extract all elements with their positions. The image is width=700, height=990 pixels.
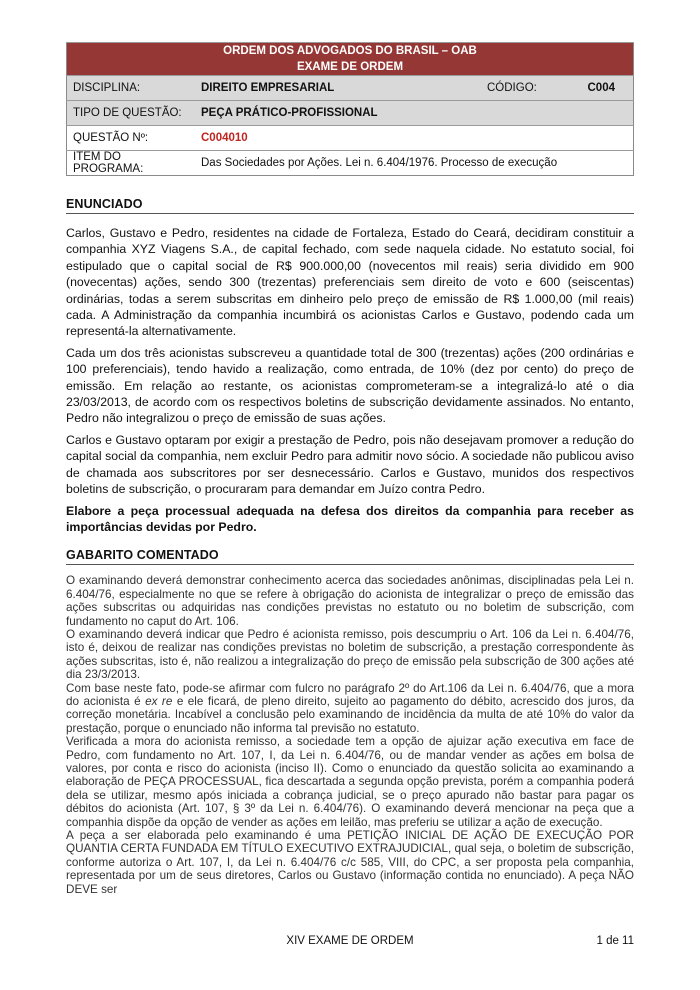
header-banner [67,43,634,76]
item-row [67,151,634,176]
item-label: ITEM DO PROGRAMA: [67,151,196,176]
questao-row [67,126,634,151]
gabarito-paragraph [66,682,634,736]
header-table [66,42,634,176]
footer-exam: XIV EXAME DE ORDEM [286,935,414,947]
enunciado-paragraph: Carlos, Gustavo e Pedro, residentes na cidade de Fortaleza, Estado do Ceará, decidiram constituir a companhia XYZ Viagens S.A., de capital fechado, com sede naquela cidade. No estatuto social, foi estipulado que o capital social de R$ 900.000,00 (novecentos mil reais) seria dividido em 900 (novecentas) ações, sendo 300 (trezentas) preferenciais sem direito de voto e 600 (seiscentas) ordinárias, todas a serem subscritas em dinheiro pelo preço de emissão de R$ 1.000,00 (mil reais) cada. A Administração da companhia incumbirá os acionistas Carlos e Gustavo, podendo cada um representá-la alternativamente. [66,226,634,339]
gabarito-paragraph: Verificada a mora do acionista remisso, a sociedade tem a opção de ajuizar ação executiva em face de Pedro, com fundamento no Art. 107, I, da Lei n. 6.404/76, ou de mandar vender as ações em bolsa de valores, por conta e risco do acionista (inciso II). Como o enunciado da questão solicita ao examinando a elaboração de PEÇA PROCESSUAL, fica descartada a segunda opção prevista, porém a companhia poderá dela se utilizar, mesmo após iniciada a cobrança judicial, se o preço apurado não bastar para pagar os débitos do acionista (Art. 107, § 3º da Lei n. 6.404/76). O examinando deverá mencionar na peça que a companhia dispõe da opção de vender as ações em leilão, mas preferiu se utilizar a ação de execução. [66,735,634,829]
questao-value: C004010 [195,126,634,151]
enunciado-heading: ENUNCIADO [66,197,634,214]
gabarito-paragraph: O examinando deverá indicar que Pedro é acionista remisso, pois descumpriu o Art. 106 da Lei n. 6.404/76, isto é, deixou de realizar nas condições previstas no boletim de subscrição, a prestação correspondente às ações subscritas, isto é, não realizou a integralização do preço de emissão pela subscrição de 300 ações até dia 23/3/2013. [66,627,634,682]
org-title: ORDEM DOS ADVOGADOS DO BRASIL – OAB [223,45,477,57]
document-page [66,42,634,896]
enunciado-instruction: Elabore a peça processual adequada na defesa dos direitos da companhia para receber as importâncias devidas por Pedro. [66,503,634,534]
gabarito-text: Com base neste fato, pode-se afirmar com fulcro no parágrafo 2º do Art.106 da Lei n. 6.404/76, que a mora do acionista é [66,681,634,708]
item-value: Das Sociedades por Ações. Lei n. 6.404/1976. Processo de execução [195,151,634,176]
disciplina-row [67,76,634,101]
tipo-row [67,101,634,126]
disciplina-label: DISCIPLINA: [67,76,196,101]
gabarito-italic-term: ex re [145,694,173,708]
gabarito-body [66,574,634,896]
page-number: 1 de 11 [596,935,634,947]
enunciado-paragraph: Carlos e Gustavo optaram por exigir a prestação de Pedro, pois não desejavam promover a redução do capital social da companhia, nem excluir Pedro para admitir novo sócio. A sociedade não publicou aviso de chamada aos subscritores por ser desnecessário. Carlos e Gustavo, munidos dos respectivos boletins de subscrição, o procuraram para demandar em Juízo contra Pedro. [66,432,634,497]
gabarito-heading: GABARITO COMENTADO [66,548,634,565]
tipo-label: TIPO DE QUESTÃO: [67,101,196,126]
tipo-value: PEÇA PRÁTICO-PROFISSIONAL [195,101,634,126]
codigo-value: C004 [571,76,634,101]
codigo-label: CÓDIGO: [481,76,571,101]
enunciado-body [66,225,634,535]
exam-title: EXAME DE ORDEM [296,61,404,73]
page-footer [66,935,634,951]
gabarito-paragraph: A peça a ser elaborada pelo examinando é uma PETIÇÃO INICIAL DE AÇÃO DE EXECUÇÃO POR QUANTIA CERTA FUNDADA EM TÍTULO EXECUTIVO EXTRAJUDICIAL, qual seja, o boletim de subscrição, conforme autoriza o Art. 107, I, da Lei n. 6.404/76 c/c 585, VIII, do CPC, a ser proposta pela companhia, representada por um de seus diretores, Carlos ou Gustavo (informação contida no enunciado). A peça NÃO DEVE ser [66,829,634,896]
enunciado-paragraph: Cada um dos três acionistas subscreveu a quantidade total de 300 (trezentas) ações (200 ordinárias e 100 preferenciais), tendo havido a realização, como entrada, de 10% (dez por cento) do preço de emissão. Em relação ao restante, os acionistas comprometeram-se a integralizá-lo até o dia 23/03/2013, de acordo com os respectivos boletins de subscrição devidamente assinados. No entanto, Pedro não integralizou o preço de emissão de suas ações. [66,345,634,426]
gabarito-paragraph: O examinando deverá demonstrar conhecimento acerca das sociedades anônimas, disciplinadas pela Lei n. 6.404/76, especialmente no que se refere à obrigação do acionista de integralizar o preço de emissão das ações subscritas ou adquiridas nas condições previstas no estatuto ou no boletim de subscrição, com fundamento no caput do Art. 106. [66,574,634,628]
disciplina-value: DIREITO EMPRESARIAL [195,76,481,101]
questao-label: QUESTÃO Nº: [67,126,196,151]
gabarito-text: e ele ficará, de pleno direito, sujeito ao pagamento do débito, acrescido dos juros, da correção monetária. Incabível a conclusão pelo examinando de incidência da multa de até 10% do valor da prestação, porque o enunciado não informa tal previsão no estatuto. [66,694,635,735]
